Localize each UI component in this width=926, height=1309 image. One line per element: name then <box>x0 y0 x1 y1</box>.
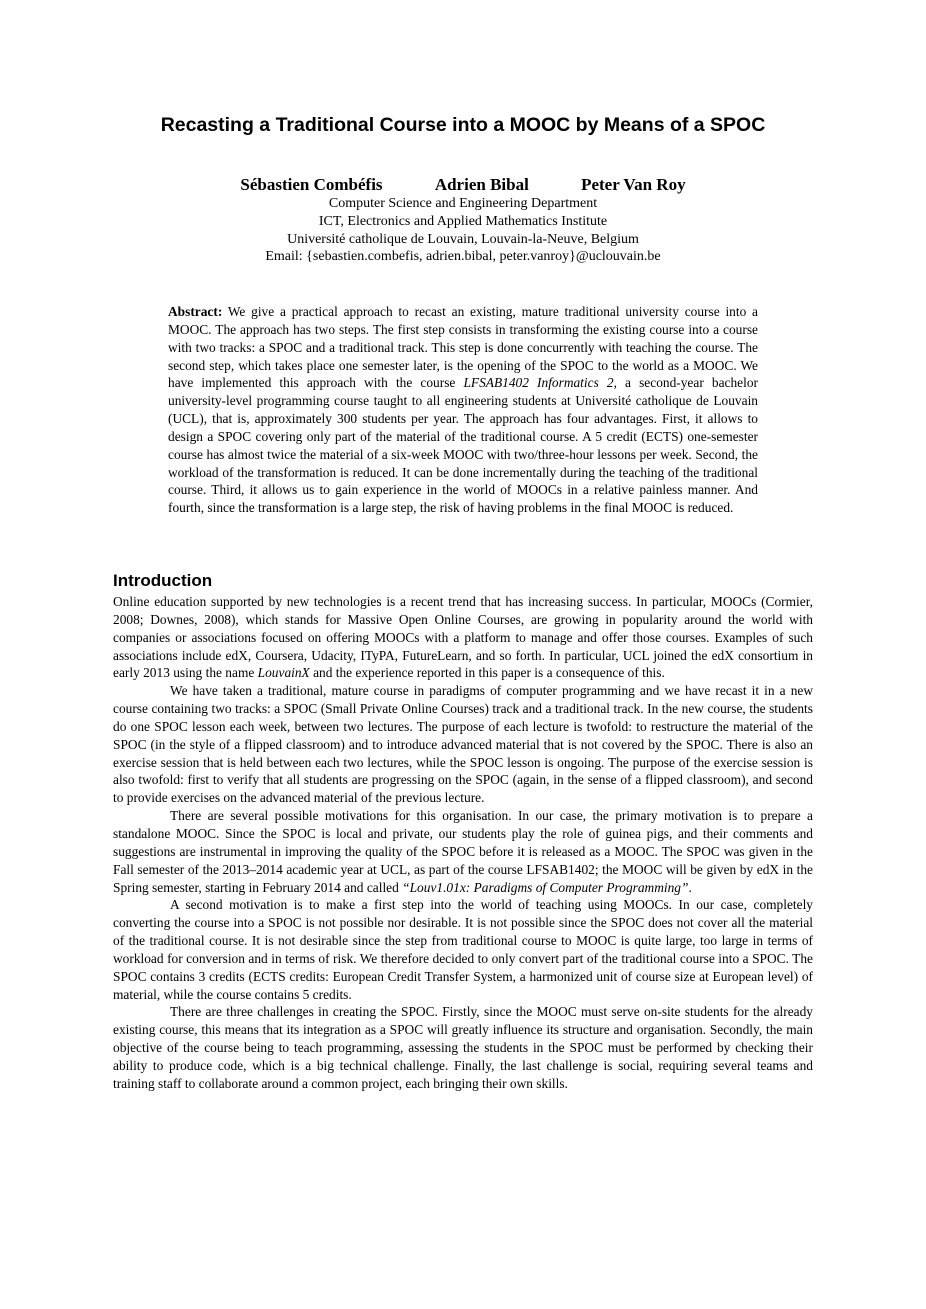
abstract-label: Abstract: <box>168 304 223 319</box>
institute: ICT, Electronics and Applied Mathematics Institute <box>318 213 608 229</box>
paragraph-text: Online education supported by new technologies is a recent trend that has increasing success. In particular, MOOCs (Cormier, 2008; Downes, 2008), which stands for Massive Open Online Courses, are growing in popularity around the world with companies or associations focused on offering MOOCs with a platform to manage and offer those courses. Examples of such associations include edX, Coursera, Udacity, ITyPA, FutureLearn, and so forth. In particular, UCL joined the edX consortium in early 2013 using the name <box>113 594 813 681</box>
paragraph-text: and the experience reported in this paper is a consequence of this. <box>309 665 665 681</box>
section-heading: Introduction <box>113 571 213 590</box>
paper-title: Recasting a Traditional Course into a MOOC by Means of a SPOC <box>160 114 766 136</box>
paragraph: There are three challenges in creating the SPOC. Firstly, since the MOOC must serve on-site students for the already existing course, this means that its integration as a SPOC will greatly influence its structure and organisation. Secondly, the main objective of the course being to teach programming, assessing the students in the SPOC must be performed by checking their ability to produce code, which is a big technical challenge. Finally, the last challenge is social, requiring several teams and training staff to collaborate around a common project, each bringing their own skills. <box>113 1004 813 1091</box>
author-list <box>0 175 926 195</box>
paragraph-text: . <box>688 879 692 895</box>
abstract-text: We give a practical approach to recast an existing, mature traditional university course into a MOOC. The approach has two steps. The first step consists in transforming the existing course into a course with two tracks: a SPOC and a traditional track. This step is done concurrently with teaching the course. The second step, which takes place one semester later, is the opening of the SPOC to the world as a MOOC. We have implemented this approach with the course <box>168 304 758 391</box>
department: Computer Science and Engineering Department <box>328 196 598 211</box>
email: Email: {sebastien.combefis, adrien.bibal, peter.vanroy}@uclouvain.be <box>265 249 661 265</box>
affiliation <box>0 195 926 266</box>
section-body <box>113 593 813 1093</box>
paragraph: A second motivation is to make a first step into the world of teaching using MOOCs. In our case, completely converting the course into a SPOC is not possible nor desirable. It is not possible since the SPOC does not cover all the material of the traditional course. It is not desirable since the step from traditional course to MOOC is quite large, too large in terms of workload for conversion and in terms of risk. We therefore decided to only convert part of the traditional course into a SPOC. The SPOC contains 3 credits (ECTS credits: European Credit Transfer System, a harmonized unit of course size at European level) of material, while the course contains 5 credits. <box>113 897 813 1002</box>
paragraph <box>113 807 813 896</box>
author-name: Sébastien Combéfis <box>240 175 383 194</box>
author-name: Peter Van Roy <box>581 175 686 194</box>
abstract-text: , a second-year bachelor university-level programming course taught to all engineering students at Université catholique de Louvain (UCL), that is, approximately 300 students per year. The approach has four advantages. First, it allows to design a SPOC covering only part of the material of the traditional course. A 5 credit (ECTS) one-semester course has almost twice the material of a six-week MOOC with two/three-hour lessons per week. Second, the workload of the transformation is reduced. It can be done incrementally during the teaching of the traditional course. Third, it allows us to gain experience in the world of MOOCs in a relative painless manner. And fourth, since the transformation is a large step, the risk of having problems in the final MOOC is reduced. <box>168 375 758 516</box>
paragraph <box>113 593 813 682</box>
author-name: Adrien Bibal <box>434 175 529 194</box>
emphasis: “Louv1.01x: Paradigms of Computer Programming” <box>402 879 689 895</box>
paragraph: We have taken a traditional, mature course in paradigms of computer programming and we have recast it in a new course containing two tracks: a SPOC (Small Private Online Courses) track and a traditional track. In the new course, the students do one SPOC lesson each week, between two lectures. The purpose of each lecture is twofold: to restructure the material of the SPOC (in the style of a flipped classroom) and to introduce advanced material that is not covered by the SPOC. There is also an exercise session that is held between each two lectures, while the SPOC lesson is ongoing. The purpose of the exercise session is also twofold: first to verify that all students are progressing on the SPOC (again, in the sense of a flipped classroom), and second to provide exercises on the advanced material of the previous lecture. <box>113 683 813 806</box>
course-name: LFSAB1402 Informatics 2 <box>463 375 614 391</box>
university: Université catholique de Louvain, Louvain-la-Neuve, Belgium <box>287 231 639 247</box>
abstract <box>168 303 758 517</box>
emphasis: LouvainX <box>257 665 310 681</box>
paragraph-text: There are several possible motivations for this organisation. In our case, the primary motivation is to prepare a standalone MOOC. Since the SPOC is local and private, our students play the role of guinea pigs, and their comments and suggestions are instrumental in improving the quality of the SPOC before it is released as a MOOC. The SPOC was given in the Fall semester of the 2013–2014 academic year at UCL, as part of the course LFSAB1402; the MOOC will be given by edX in the Spring semester, starting in February 2014 and called <box>113 808 813 895</box>
